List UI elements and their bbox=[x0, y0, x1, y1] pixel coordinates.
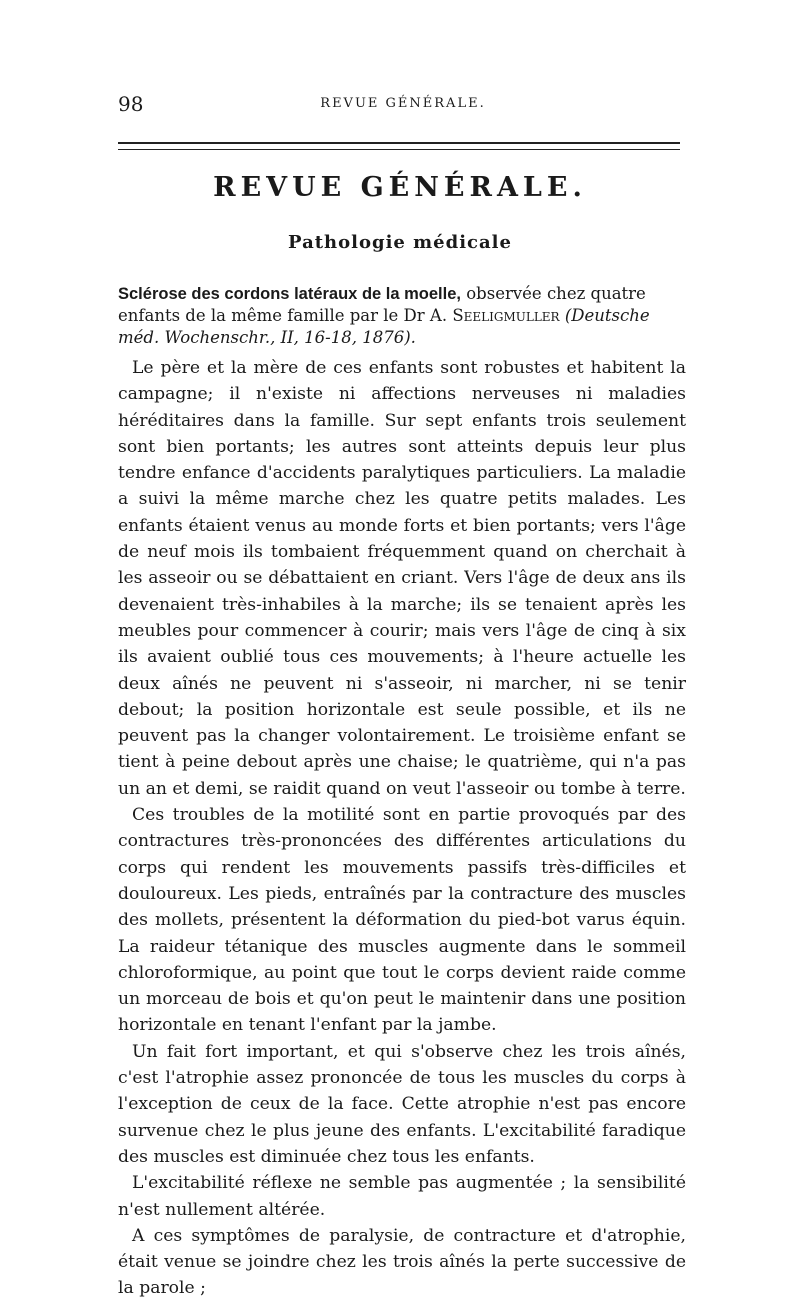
article-lead: Sclérose des cordons latéraux de la moelle, bbox=[118, 285, 461, 303]
running-head bbox=[118, 92, 688, 116]
section-title: REVUE GÉNÉRALE. bbox=[213, 172, 587, 203]
paragraph: Un fait fort important, et qui s'observe chez les trois aînés, c'est l'atrophie assez prononcée de tous les muscles du corps à l'exception de ceux de la face. Cette atrophie n'est pas encore survenue chez le plus jeune des enfants. L'excitabilité faradique des muscles est diminuée chez tous les enfants. bbox=[118, 1041, 686, 1167]
paragraph: A ces symptômes de paralysie, de contracture et d'atrophie, était venue se joindre chez les trois aînés la perte successive de la parole ; bbox=[118, 1225, 686, 1299]
article-author: Seeligmuller bbox=[452, 306, 560, 325]
section-subtitle: Pathologie médicale bbox=[288, 232, 512, 253]
paragraph: L'excitabilité réflexe ne semble pas augmentée ; la sensibilité n'est nullement altérée. bbox=[118, 1173, 686, 1220]
article-source: (Deutsche méd. Wochenschr., II, 16-18, 1876). bbox=[118, 306, 650, 347]
header-rule bbox=[118, 142, 680, 150]
article-heading bbox=[118, 283, 688, 349]
running-title: REVUE GÉNÉRALE. bbox=[320, 96, 486, 111]
paragraph: Ces troubles de la motilité sont en partie provoqués par des contractures très-prononcées des différentes articulations du corps qui rendent les mouvements passifs très-difficiles et douloureux. Les pieds, entraînés par la contracture des muscles des mollets, présentent la déformation du pied-bot varus équin. La raideur tétanique des muscles augmente dans le sommeil chloroformique, au point que tout le corps devient raide comme un morceau de bois et qu'on peut le maintenir dans une position horizontale en tenant l'enfant par la jambe. bbox=[118, 805, 686, 1036]
article-body bbox=[118, 355, 686, 1302]
article-heading-rest: observée chez quatre enfants de la même famille par le Dr A. bbox=[118, 284, 646, 325]
paragraph: Le père et la mère de ces enfants sont robustes et habitent la campagne; il n'existe ni affections nerveuses ni maladies héréditaires dans la famille. Sur sept enfants trois seulement sont bien portants; les autres sont atteints depuis leur plus tendre enfance d'accidents paralytiques particuliers. La maladie a suivi la même marche chez les quatre petits malades. Les enfants étaient venus au monde forts et bien portants; vers l'âge de neuf mois ils tombaient fréquemment quand on cherchait à les asseoir ou se débattaient en criant. Vers l'âge de deux ans ils devenaient très-inhabiles à la marche; ils se tenaient après les meubles pour commencer à courir; mais vers l'âge de cinq à six ils avaient oublié tous ces mouvements; à l'heure actuelle les deux aînés ne peuvent ni s'asseoir, ni marcher, ni se tenir debout; la position horizontale est seule possible, et ils ne peuvent pas la changer volontairement. Le troisième enfant se tient à peine debout après une chaise; le quatrième, qui n'a pas un an et demi, se raidit quand on veut l'asseoir ou tombe à terre. bbox=[118, 358, 686, 799]
page-number: 98 bbox=[118, 92, 144, 116]
